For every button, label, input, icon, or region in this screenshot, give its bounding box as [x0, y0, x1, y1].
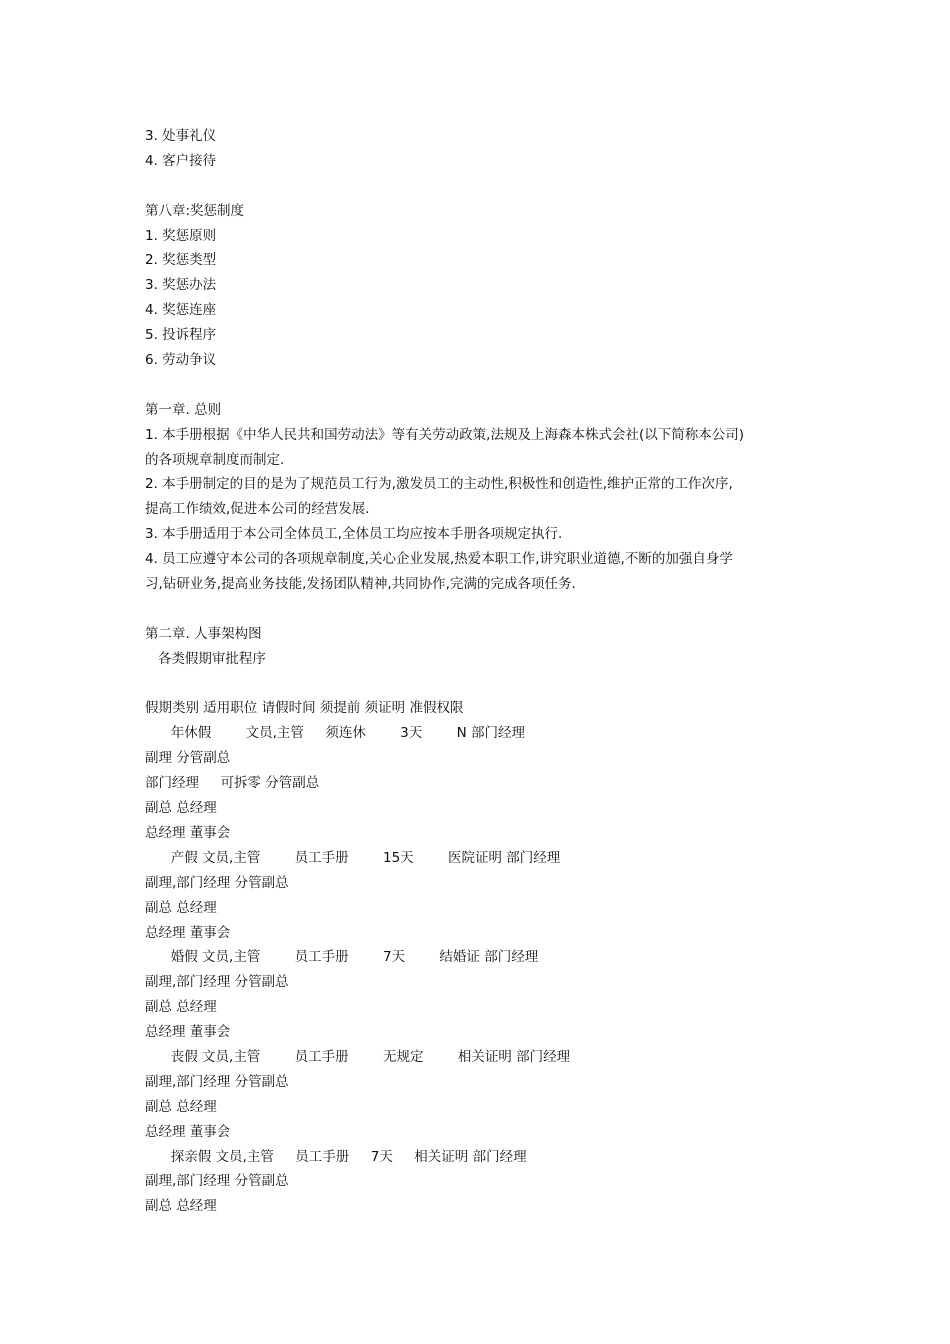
table-row: 婚假 文员,主管 员工手册 7天 结婚证 部门经理 [145, 949, 539, 966]
table-row: 副理,部门经理 分管副总 [145, 874, 289, 891]
table-row: 副总 总经理 [145, 1198, 217, 1215]
paragraph-line: 的各项规章制度而制定. [145, 451, 285, 468]
toc-item: 3. 处事礼仪 [145, 128, 217, 144]
table-row: 总经理 董事会 [145, 1024, 231, 1041]
table-row: 总经理 董事会 [145, 924, 231, 941]
toc-item: 5. 投诉程序 [145, 327, 217, 344]
paragraph-line: 4. 员工应遵守本公司的各项规章制度,关心企业发展,热爱本职工作,讲究职业道德,不断的加强自身学 [145, 551, 733, 568]
toc-item: 3. 奖惩办法 [145, 277, 217, 294]
table-row: 副理,部门经理 分管副总 [145, 1173, 289, 1190]
paragraph-line: 提高工作绩效,促进本公司的经营发展. [145, 501, 370, 518]
toc-item: 4. 奖惩连座 [145, 302, 217, 319]
table-row: 副总 总经理 [145, 999, 217, 1016]
blank-line [145, 672, 815, 697]
chapter-heading: 第二章. 人事架构图 [145, 625, 262, 642]
table-row: 产假 文员,主管 员工手册 15天 医院证明 部门经理 [145, 849, 561, 866]
table-row: 副总 总经理 [145, 800, 217, 817]
chapter-heading: 第一章. 总则 [145, 401, 222, 418]
table-row: 探亲假 文员,主管 员工手册 7天 相关证明 部门经理 [145, 1148, 527, 1165]
paragraph-line: 1. 本手册根据《中华人民共和国劳动法》等有关劳动政策,法规及上海森本株式会社(以下简称本公司) [145, 426, 744, 443]
table-row: 总经理 董事会 [145, 1123, 231, 1140]
blank-line [145, 597, 815, 622]
table-row: 副理,部门经理 分管副总 [145, 1073, 289, 1090]
table-row: 年休假 文员,主管 须连休 3天 N 部门经理 [145, 725, 525, 742]
toc-item: 6. 劳动争议 [145, 352, 217, 369]
paragraph-line: 3. 本手册适用于本公司全体员工,全体员工均应按本手册各项规定执行. [145, 526, 563, 543]
chapter-heading: 第八章:奖惩制度 [145, 202, 245, 219]
table-row: 副理,部门经理 分管副总 [145, 974, 289, 991]
table-header: 假期类别 适用职位 请假时间 须提前 须证明 准假权限 [145, 700, 464, 717]
toc-item: 4. 客户接待 [145, 152, 217, 169]
toc-item: 2. 奖惩类型 [145, 252, 217, 269]
document-page [145, 124, 815, 1219]
table-row: 副理 分管副总 [145, 750, 231, 767]
table-row: 部门经理 可拆零 分管副总 [145, 775, 320, 792]
table-row: 丧假 文员,主管 员工手册 无规定 相关证明 部门经理 [145, 1048, 571, 1065]
paragraph-line: 2. 本手册制定的目的是为了规范员工行为,激发员工的主动性,积极性和创造性,维护正常的工作次序, [145, 476, 733, 493]
table-row: 副总 总经理 [145, 1098, 217, 1115]
paragraph-line: 习,钻研业务,提高业务技能,发扬团队精神,共同协作,完满的完成各项任务. [145, 576, 576, 593]
section-title: 各类假期审批程序 [145, 650, 266, 667]
table-row: 总经理 董事会 [145, 824, 231, 841]
blank-line [145, 373, 815, 398]
toc-item: 1. 奖惩原则 [145, 227, 217, 244]
table-row: 副总 总经理 [145, 899, 217, 916]
blank-line [145, 174, 815, 199]
